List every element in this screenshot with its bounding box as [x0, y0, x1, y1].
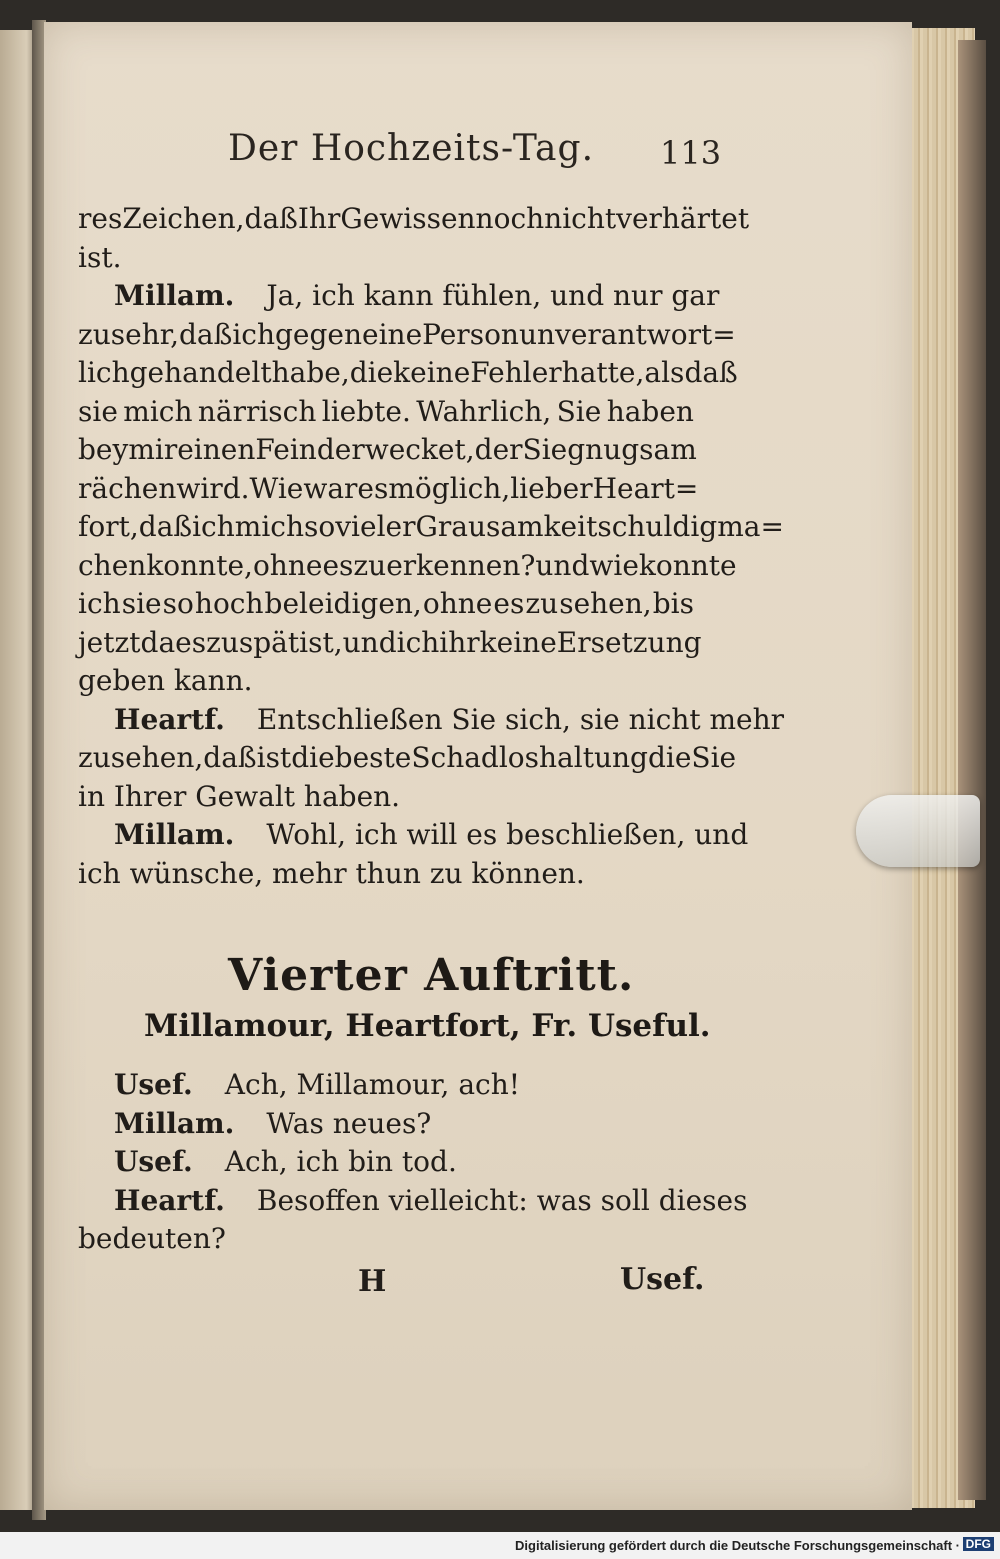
line-text: zu sehr, daß ich gegen eine Person unverantwort= [78, 317, 736, 351]
text-line [78, 547, 737, 586]
text-line [78, 701, 785, 740]
text-line [78, 200, 750, 239]
page-clip [856, 795, 980, 867]
line-text: Entschließen Sie sich, sie nicht mehr [256, 702, 785, 736]
book-cover-edge [958, 40, 986, 1500]
running-title: Der Hochzeits-Tag. [228, 128, 595, 169]
text-line [78, 508, 784, 547]
catchword: Usef. [620, 1262, 705, 1297]
line-text: Wohl, ich will es beschließen, und [266, 818, 749, 851]
line-text: Ach, ich bin tod. [224, 1145, 457, 1178]
text-line [78, 1143, 694, 1182]
line-text: Ach, Millamour, ach! [224, 1068, 520, 1101]
signature-mark: H [358, 1264, 387, 1299]
text-line [78, 1182, 748, 1221]
text-line [78, 316, 736, 355]
line-text: Ja, ich kann fühlen, und nur gar [266, 279, 720, 312]
text-line [78, 393, 694, 432]
speaker-name: Usef. [114, 1068, 193, 1101]
scene-title: Vierter Auftritt. [228, 950, 635, 1001]
text-block-bottom [78, 1066, 748, 1259]
text-line [78, 1066, 694, 1105]
line-text: ich wünsche, mehr thun zu können. [78, 856, 585, 890]
text-line [78, 431, 697, 470]
line-text: jetzt da es zu spät ist, und ich ihr keine Ersetzung [78, 625, 702, 659]
line-text: bedeuten? [78, 1222, 226, 1255]
line-text: chen konnte, ohne es zu erkennen? und wie konnte [78, 548, 737, 582]
line-text: geben kann. [78, 664, 253, 697]
line-text: ich sie so hoch beleidigen, ohne es zu sehen, bis [78, 587, 694, 620]
dfg-logo: DFG [963, 1537, 994, 1551]
line-text: sie mich närrisch liebte. Wahrlich, Sie haben [78, 394, 694, 428]
text-line [78, 277, 720, 316]
line-text: bey mir einen Feind erwecket, der Sie gnugsam [78, 433, 697, 466]
speaker-name: Heartf. [114, 1183, 225, 1217]
text-line [78, 239, 694, 278]
text-line [78, 662, 694, 701]
cast-line: Millamour, Heartfort, Fr. Useful. [144, 1008, 711, 1044]
line-text: rächen wird. Wie war es möglich, lieber Heart= [78, 471, 699, 505]
speaker-name: Millam. [114, 1106, 235, 1140]
line-text: lich gehandelt habe, die keine Fehler hatte, als daß [78, 356, 738, 389]
text-line [78, 470, 699, 509]
line-text: Besoffen vielleicht: was soll dieses [256, 1183, 748, 1217]
text-line [78, 855, 694, 894]
text-line [78, 1105, 694, 1144]
text-line [78, 585, 694, 624]
line-text: zu sehen, daß ist die beste Schadloshaltung die Sie [78, 741, 737, 774]
text-block-top [78, 200, 785, 893]
footer-bar [0, 1532, 1000, 1559]
line-text: in Ihrer Gewalt haben. [78, 779, 401, 813]
text-line [78, 624, 702, 663]
text-line [78, 739, 737, 778]
speaker-name: Usef. [114, 1145, 193, 1178]
text-line [78, 778, 694, 817]
line-text: res Zeichen, daß Ihr Gewissen noch nicht verhärtet [78, 202, 750, 235]
speaker-name: Millam. [114, 818, 235, 851]
line-text: Was neues? [266, 1106, 432, 1140]
text-line [78, 816, 749, 855]
text-line [78, 354, 738, 393]
speaker-name: Heartf. [114, 702, 225, 736]
speaker-name: Millam. [114, 279, 235, 312]
line-text: ist. [78, 240, 122, 274]
text-line [78, 1220, 694, 1259]
funding-credit: Digitalisierung gefördert durch die Deutsche Forschungsgemeinschaft · [515, 1538, 960, 1553]
page-number: 113 [660, 134, 722, 172]
line-text: fort, daß ich mich so vieler Grausamkeit schuldig ma= [78, 510, 784, 543]
